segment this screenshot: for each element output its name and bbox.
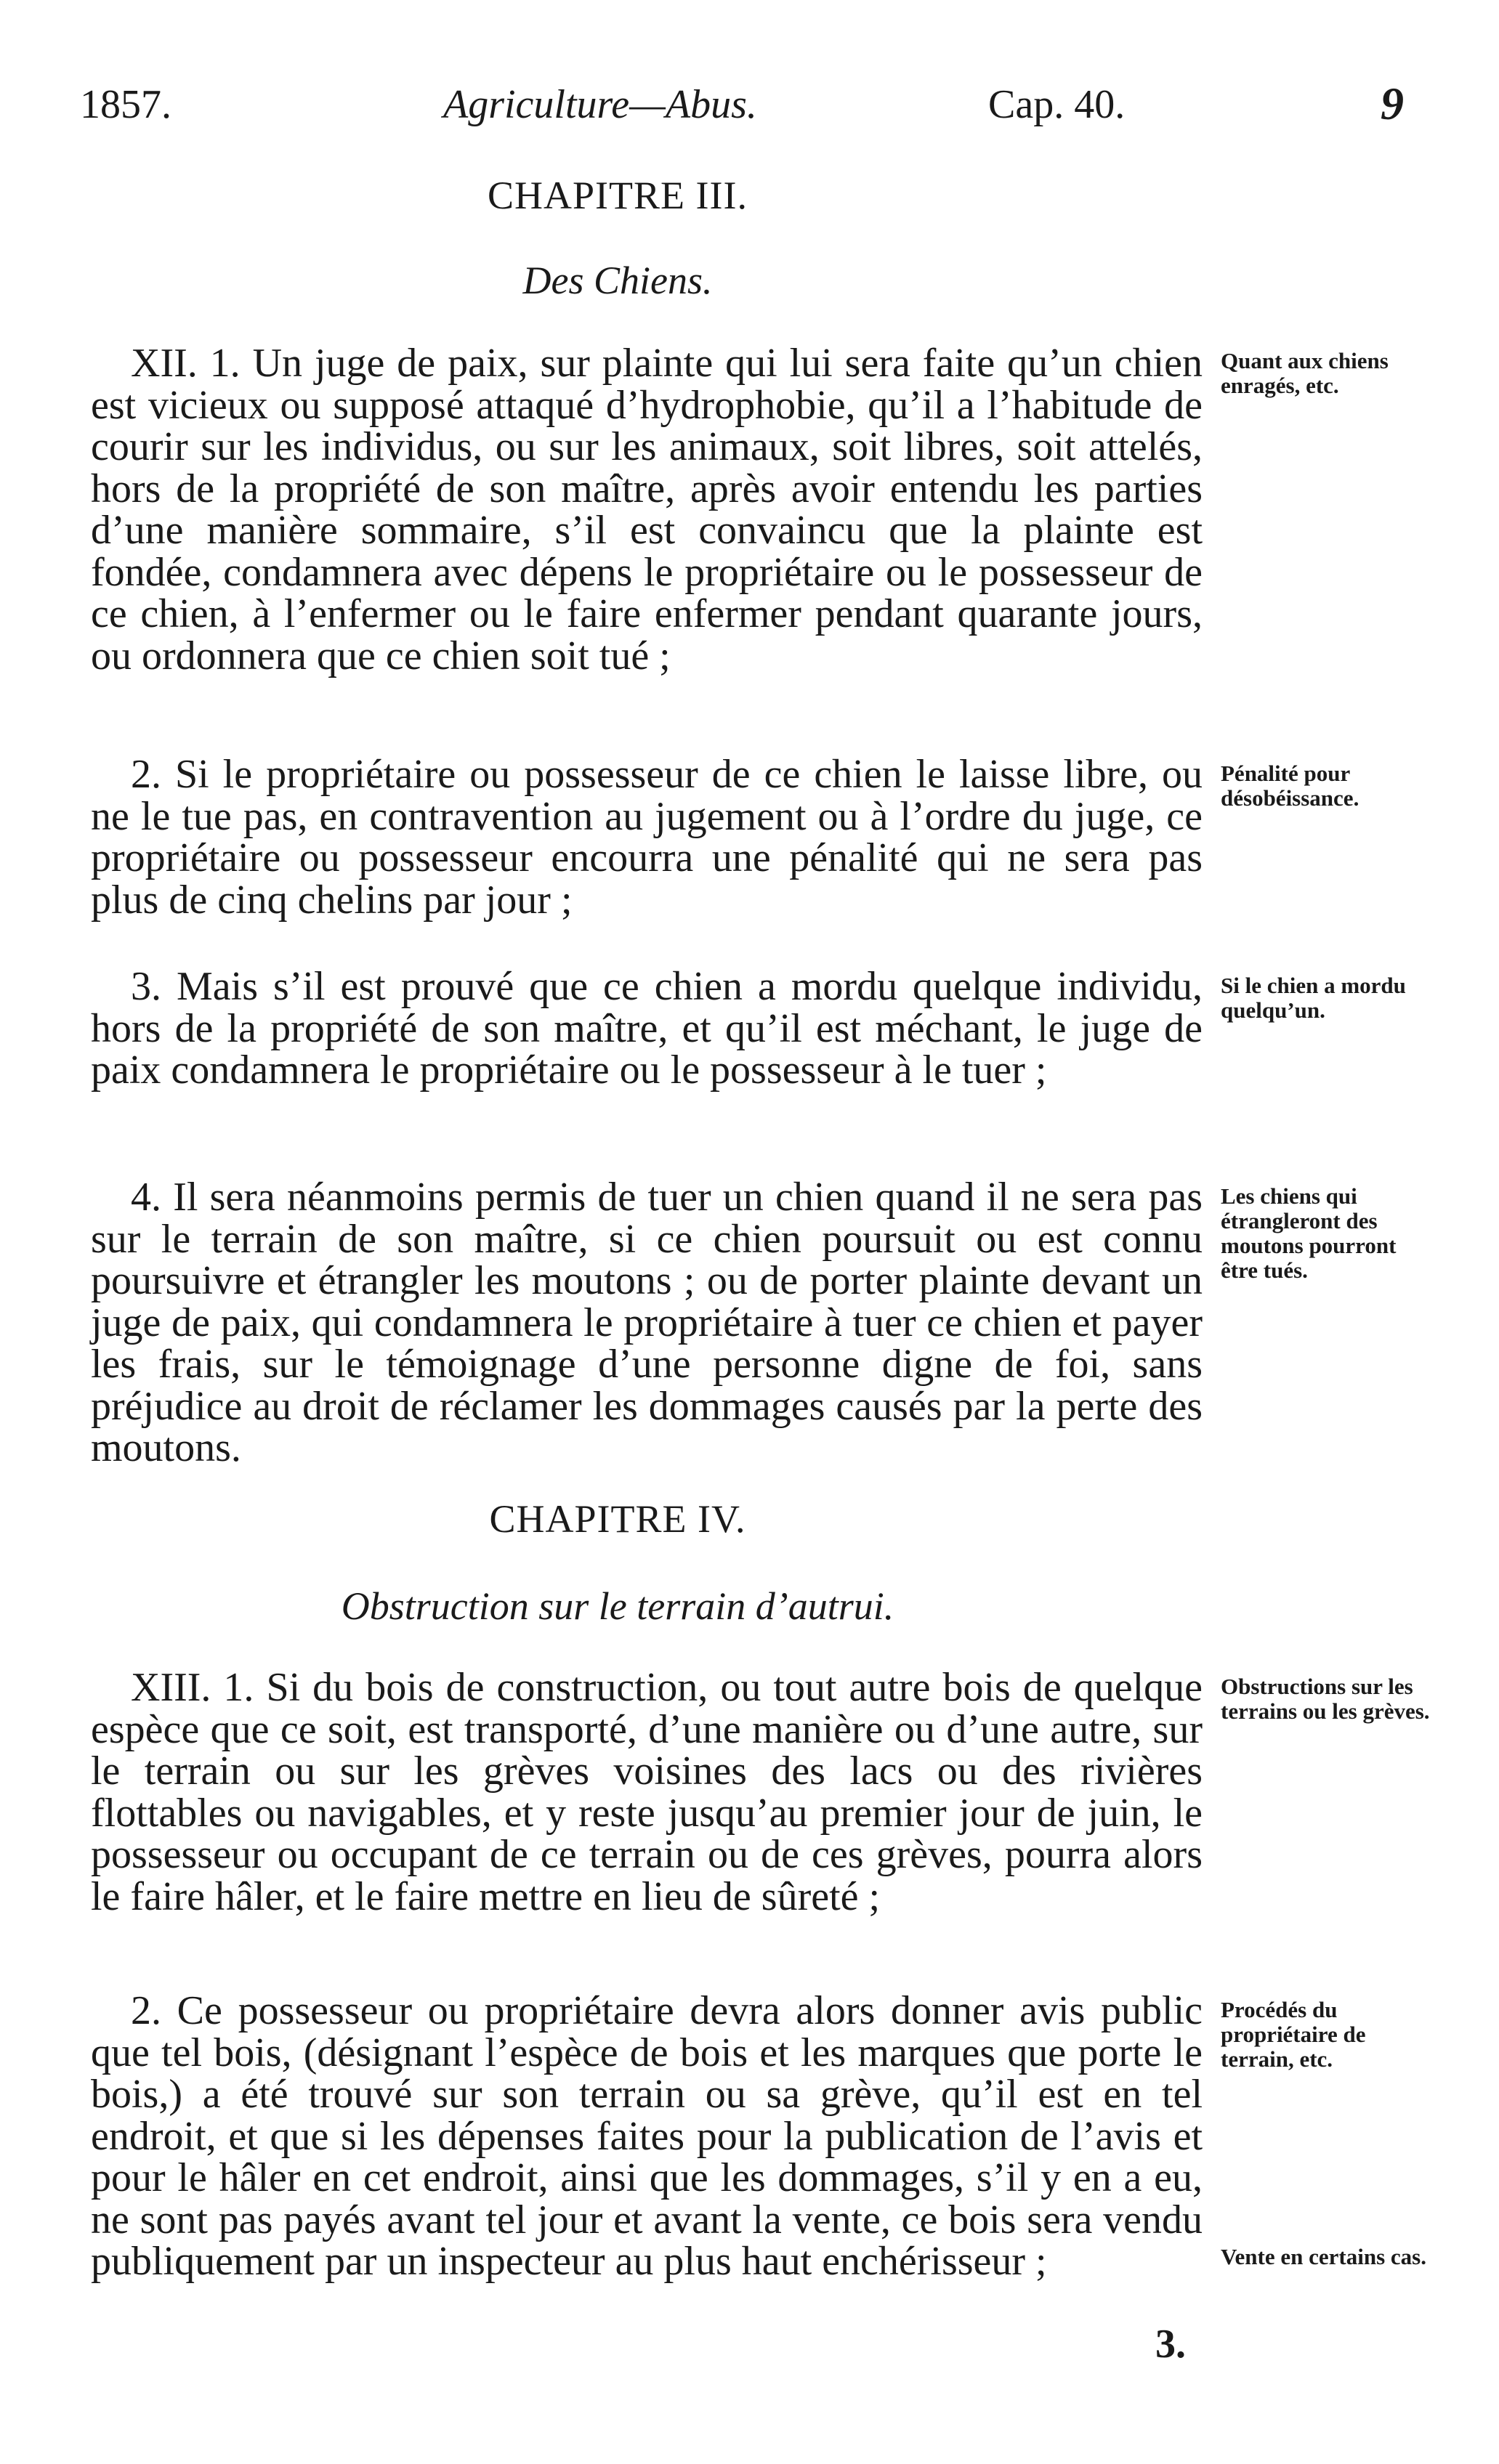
margin-note-chiens-enrages: Quant aux chiens enragés, etc. bbox=[1221, 348, 1389, 398]
catchword: 3. bbox=[1155, 2322, 1186, 2367]
chapter-3-heading: CHAPITRE III. bbox=[488, 174, 748, 217]
running-head-year: 1857. bbox=[80, 82, 171, 127]
section-12-paragraph-2: 2. Si le propriétaire ou possesseur de ce chien le laisse libre, ou ne le tue pas, en contravention au jugement ou à l’ordre du juge, ce propriétaire ou possesseur encourra une pénalité qui ne sera pas plus de cinq chelins par jour ; bbox=[91, 752, 1203, 923]
page-number: 9 bbox=[1381, 78, 1404, 129]
running-head-title: Agriculture—Abus. bbox=[443, 82, 757, 127]
section-13-paragraph-2: 2. Ce possesseur ou propriétaire devra alors donner avis public que tel bois, (désignant l’espèce de bois et les marques que porte le bois,) a été trouvé sur son terrain ou sa grève, qu’il est en tel endroit, et que si les dépenses faites pour la publication de l’avis et pour le hâler en cet endroit, ainsi que les dommages, s’il y en a eu, ne sont pas payés avant tel jour et avant la vente, ce bois sera vendu publiquement par un inspecteur au plus haut enchérisseur ; bbox=[91, 1988, 1203, 2284]
margin-note-obstructions: Obstructions sur les terrains ou les grèves. bbox=[1221, 1674, 1430, 1724]
margin-note-chiens-etrangleront: Les chiens qui étrangleront des moutons pourront être tués. bbox=[1221, 1183, 1397, 1283]
margin-note-chien-mordu: Si le chien a mordu quelqu’un. bbox=[1221, 973, 1406, 1023]
section-13-paragraph-1: XIII. 1. Si du bois de construction, ou tout autre bois de quelque espèce que ce soit, est transporté, d’une manière ou d’une autre, sur le terrain ou sur les grèves voisines des lacs ou des rivières flottables ou navigables, et y reste jusqu’au premier jour de juin, le possesseur ou occupant de ce terrain ou de ces grèves, pourra alors le faire hâler, et le faire mettre en lieu de sûreté ; bbox=[91, 1665, 1203, 1919]
margin-note-procedes: Procédés du propriétaire de terrain, etc. bbox=[1221, 1997, 1366, 2072]
chapter-3-subtitle: Des Chiens. bbox=[522, 259, 713, 302]
running-head-chapter-ref: Cap. 40. bbox=[988, 82, 1126, 127]
section-12-paragraph-3: 3. Mais s’il est prouvé que ce chien a mordu quelque individu, hors de la propriété de son maître, et qu’il est méchant, le juge de paix condamnera le propriétaire ou le possesseur à le tuer ; bbox=[91, 964, 1203, 1093]
margin-note-penalite: Pénalité pour désobéissance. bbox=[1221, 761, 1359, 811]
section-12-paragraph-4: 4. Il sera néanmoins permis de tuer un chien quand il ne sera pas sur le terrain de son maître, si ce chien poursuit ou est connu poursuivre et étrangler les moutons ; ou de porter plainte devant un juge de paix, qui condamnera le propriétaire à tuer ce chien et payer les frais, sur le témoignage d’une personne digne de foi, sans préjudice au droit de réclamer les dommages causés par la perte des moutons. bbox=[91, 1175, 1203, 1470]
chapter-4-heading: CHAPITRE IV. bbox=[489, 1497, 746, 1541]
section-12-paragraph-1: XII. 1. Un juge de paix, sur plainte qui lui sera faite qu’un chien est vicieux ou supposé attaqué d’hydrophobie, qu’il a l’habitude de courir sur les individus, ou sur les animaux, soit libres, soit attelés, hors de la propriété de son maître, après avoir entendu les parties d’une manière sommaire, s’il est convaincu que la plainte est fondée, condamnera avec dépens le propriétaire ou le possesseur de ce chien, à l’enfermer ou le faire enfermer pendant quarante jours, ou ordonnera que ce chien soit tué ; bbox=[91, 341, 1203, 678]
running-head bbox=[80, 78, 1417, 139]
chapter-4-subtitle: Obstruction sur le terrain d’autrui. bbox=[341, 1584, 894, 1628]
margin-note-vente: Vente en certains cas. bbox=[1221, 2244, 1426, 2269]
